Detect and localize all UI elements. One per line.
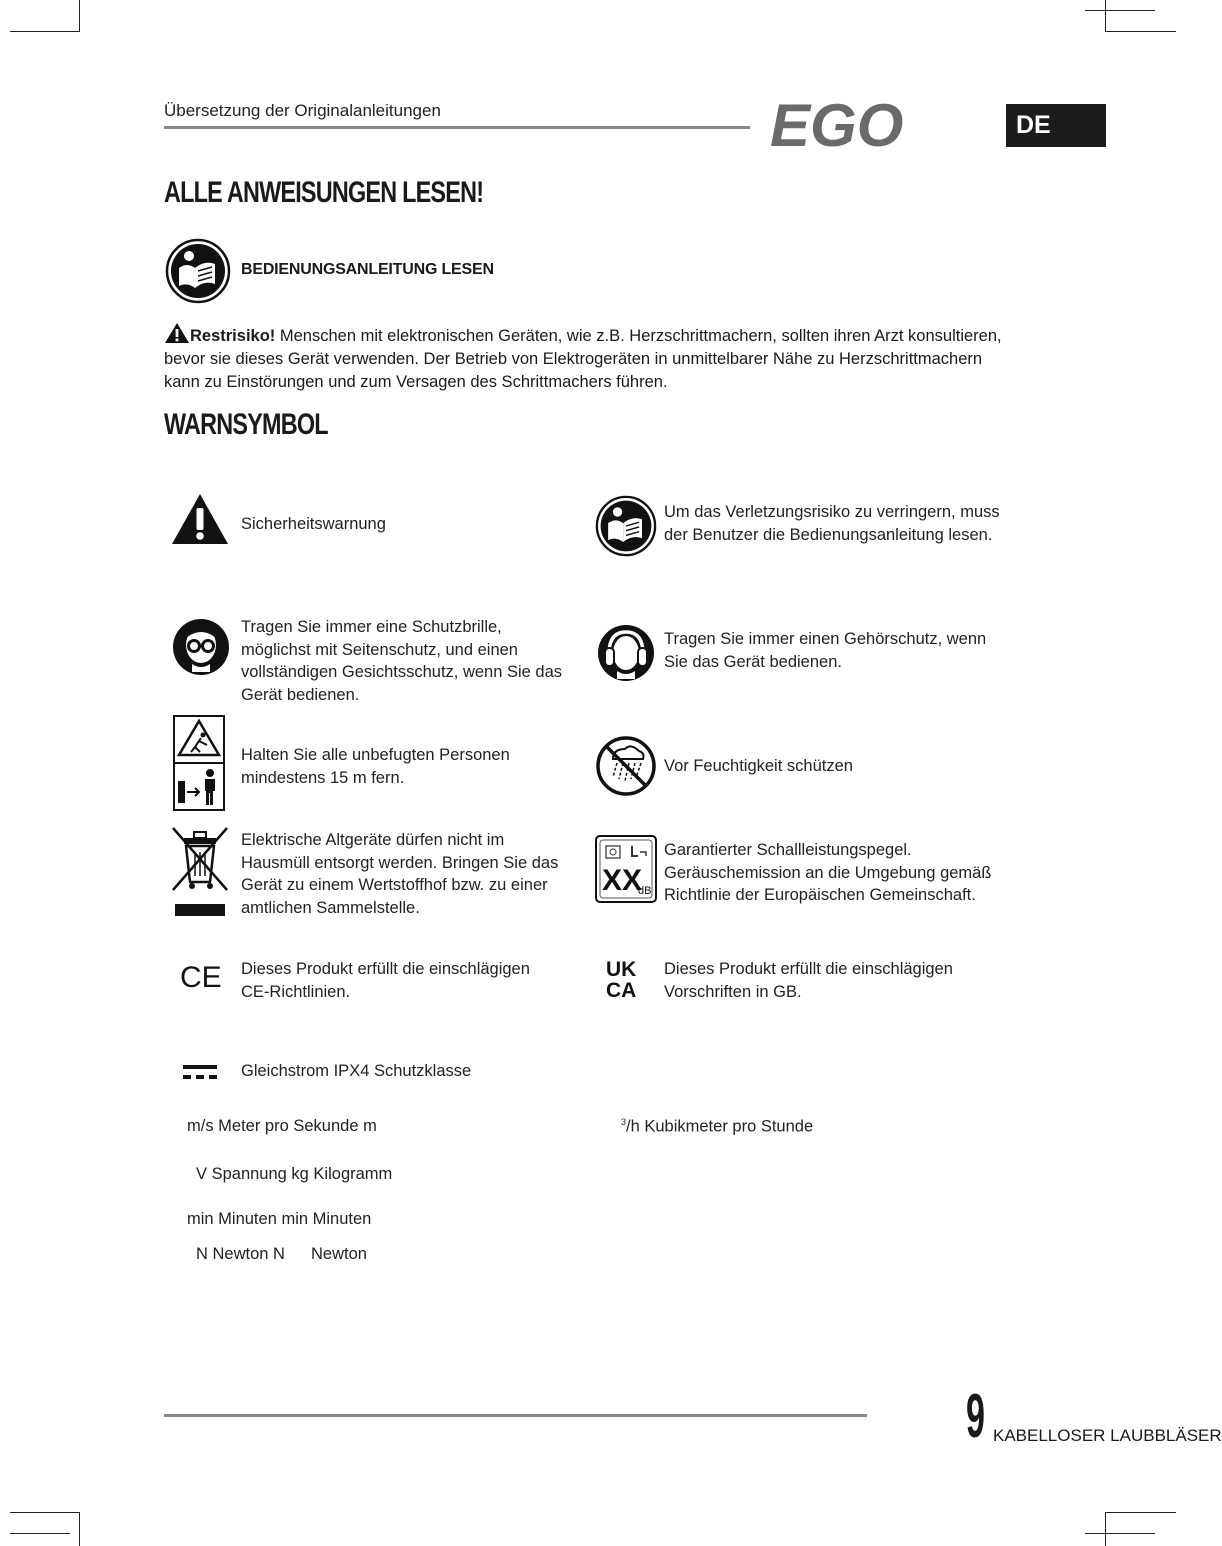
symbol-text: Halten Sie alle unbefugten Personen mindestens 15 m fern. (241, 746, 510, 787)
ce-mark-icon (180, 958, 222, 994)
page-heading: ALLE ANWEISUNGEN LESEN! (164, 176, 484, 209)
ce-mark-text: CE (180, 961, 222, 994)
ukca-mark-icon (605, 957, 647, 1001)
no-rain-icon (595, 735, 657, 797)
crop-mark (1105, 1512, 1106, 1546)
symbol-text: Dieses Produkt erfüllt die einschlägigen CE-Richtlinien. (241, 960, 530, 1001)
warning-text: Menschen mit elektronischen Geräten, wie z.B. Herzschrittmachern, sollten ihren Arzt konsultieren, bevor sie dieses Gerät verwenden. Der Betrieb von Elektrogeräten in unmittelbarer Nähe zu Herzschrittmachern kann zu Einstörungen und zum Versagen des Schrittmachers führen. (164, 327, 1002, 391)
crop-mark (10, 1533, 70, 1534)
sound-power-level-icon (594, 834, 658, 904)
crop-mark (10, 1512, 80, 1513)
crop-mark (1105, 0, 1106, 32)
symbol-text: Gleichstrom IPX4 Schutzklasse (241, 1062, 472, 1080)
warning-label: Restrisiko! (190, 327, 276, 345)
symbol-text: Tragen Sie immer eine Schutzbrille, möglichst mit Seitenschutz, und einen vollständigen Gesichtsschutz, wenn Sie das Gerät bedienen. (241, 618, 563, 704)
symbol-text: Sicherheitswarnung (241, 515, 386, 533)
sound-level-unit: dB (638, 885, 652, 897)
page-number: 9 (966, 1382, 985, 1451)
symbol-text: Garantierter Schallleistungspegel. Geräuschemission an die Umgebung gemäß Richtlinie der Europäischen Gemeinschaft. (664, 841, 992, 904)
symbol-text: Dieses Produkt erfüllt die einschlägigen Vorschriften in GB. (664, 960, 953, 1001)
sound-level-label: XX (602, 864, 643, 897)
weee-bin-icon (170, 826, 230, 918)
eye-face-protection-icon (172, 618, 230, 676)
footer-rule (164, 1414, 867, 1417)
symbols-heading: WARNSYMBOL (164, 408, 328, 441)
crop-mark (1105, 31, 1176, 32)
header-subtitle: Übersetzung der Originalanleitungen (164, 101, 441, 120)
unit-m3h-text: /h Kubikmeter pro Stunde (626, 1117, 814, 1136)
ukca-line2: CA (606, 979, 637, 1002)
header-rule (164, 126, 750, 129)
read-manual-icon (165, 238, 231, 304)
symbol-text: Elektrische Altgeräte dürfen nicht im Hausmüll entsorgt werden. Bringen Sie das Gerät zu einem Wertstoffhof bzw. zu einer amtlichen Sammelstelle. (241, 831, 559, 917)
crop-mark (79, 0, 80, 32)
unit-min: min Minuten min Minuten (187, 1210, 372, 1228)
keep-bystanders-away-icon (173, 715, 225, 811)
unit-n-newton: Newton (311, 1245, 367, 1263)
hearing-protection-icon (597, 624, 655, 682)
footer-title: KABELLOSER LAUBBLÄSER (993, 1426, 1222, 1445)
ukca-line1: UK (606, 958, 637, 981)
ego-logo (766, 92, 996, 159)
language-badge: DE (1006, 104, 1106, 147)
symbol-text: Um das Verletzungsrisiko zu verringern, muss der Benutzer die Bedienungsanleitung lesen. (664, 503, 1000, 544)
crop-mark (1085, 1533, 1155, 1534)
residual-risk-warning (164, 322, 1004, 394)
read-manual-label: BEDIENUNGSANLEITUNG LESEN (241, 261, 494, 278)
direct-current-icon (183, 1063, 217, 1081)
crop-mark (1105, 1512, 1176, 1513)
unit-n: N Newton N (196, 1245, 285, 1263)
crop-mark (1085, 10, 1155, 11)
warning-triangle-icon (164, 322, 190, 344)
symbol-text: Vor Feuchtigkeit schützen (664, 757, 853, 775)
crop-mark (79, 1512, 80, 1546)
unit-m3h (621, 1117, 813, 1137)
logo-text: EGO (770, 92, 904, 159)
read-manual-icon (595, 495, 657, 557)
unit-m3h-sup: 3 (621, 1117, 627, 1127)
symbol-text: Tragen Sie immer einen Gehörschutz, wenn Sie das Gerät bedienen. (664, 630, 987, 671)
crop-mark (10, 31, 80, 32)
unit-ms: m/s Meter pro Sekunde m (187, 1117, 377, 1135)
safety-alert-icon (170, 492, 230, 546)
unit-v: V Spannung kg Kilogramm (196, 1165, 393, 1183)
